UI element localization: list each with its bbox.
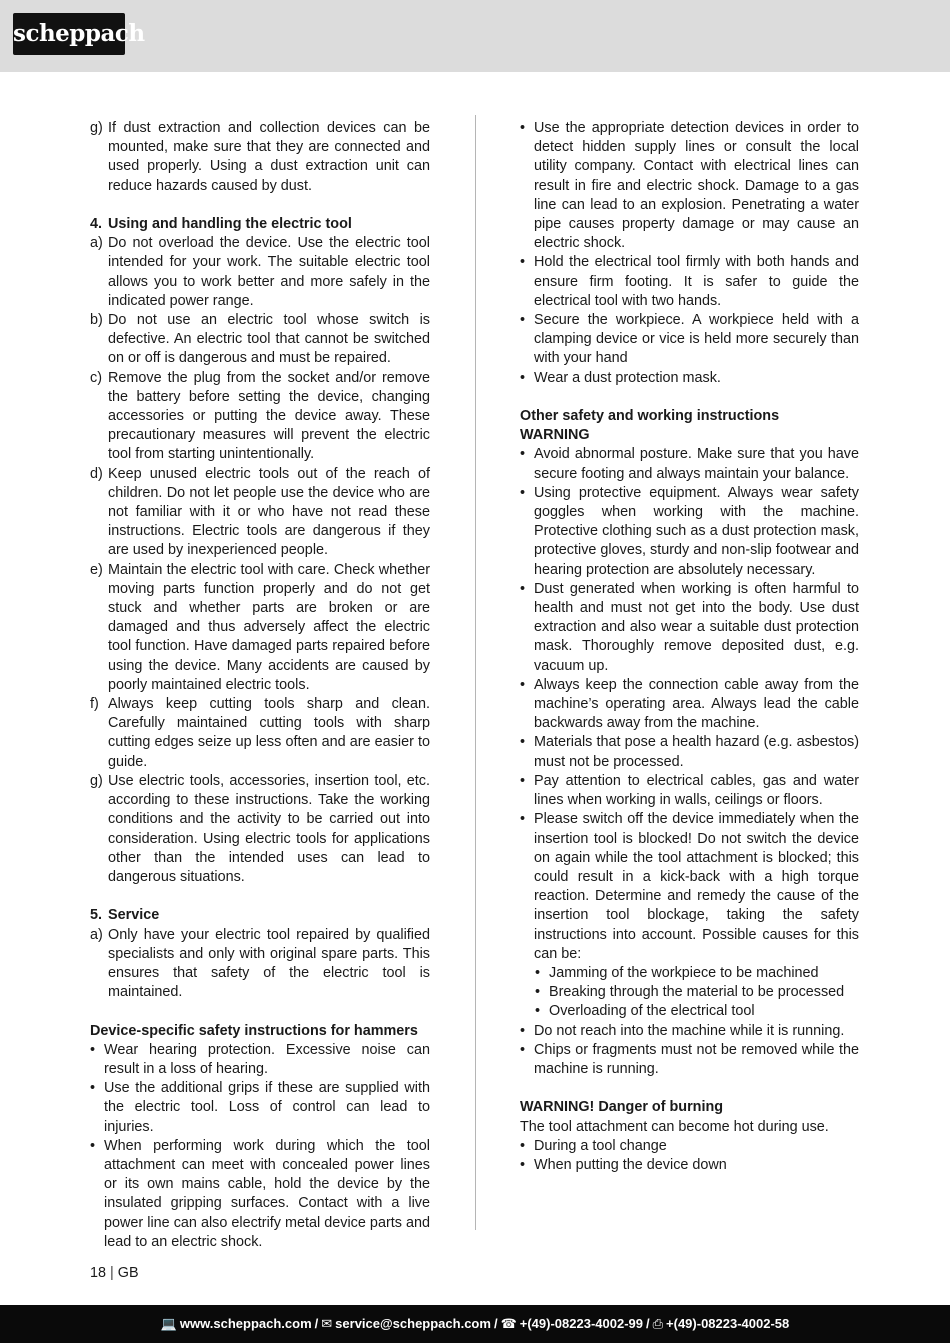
list-item — [90, 695, 430, 772]
list-item — [90, 465, 430, 561]
bullet-icon: • — [90, 1137, 96, 1154]
footer-separator: / — [493, 1316, 498, 1331]
bullet-icon: • — [520, 369, 526, 386]
footer-email-link[interactable]: service@scheppach.com — [335, 1316, 491, 1331]
item-marker: e) — [90, 561, 103, 578]
bullet-text: Pay attention to electrical cables, gas and water lines when working in walls, ceilings or floors. — [534, 772, 859, 809]
right-column — [520, 119, 859, 1175]
section-title: Using and handling the electric tool — [108, 216, 352, 232]
hammer-safety-heading: Device-specific safety instructions for hammers — [90, 1022, 418, 1039]
item-marker: g) — [90, 772, 103, 789]
bullet-icon: • — [520, 312, 526, 329]
envelope-icon: ✉ — [321, 1316, 333, 1331]
sub-bullet-item — [520, 964, 859, 983]
section-heading-5 — [90, 906, 430, 925]
item-text: Maintain the electric tool with care. Check whether moving parts function properly and do not get stuck and whether parts are broken or are damaged and thus adversely affect the electric tool function. Have damaged parts repaired before using the device. Many accidents are caused by poorly maintained electric tools. — [108, 561, 430, 693]
bullet-icon: • — [90, 1041, 96, 1058]
bullet-text: Hold the electrical tool firmly with both hands and ensure firm footing. It is safer to guide the electrical tool with two hands. — [534, 254, 859, 309]
bullet-text: Secure the workpiece. A workpiece held with a clamping device or vice is held more securely than with your hand — [534, 312, 859, 367]
burning-warning-text: The tool attachment can become hot during use. — [520, 1118, 829, 1135]
bullet-icon: • — [535, 1003, 541, 1020]
bullet-icon: • — [520, 1041, 526, 1058]
bullet-text: Breaking through the material to be processed — [549, 984, 845, 1001]
item-text: Do not overload the device. Use the electric tool intended for your work. The suitable electric tool allows you to work better and more safely in the indicated power range. — [108, 235, 430, 309]
other-safety-heading: Other safety and working instructions — [520, 408, 780, 425]
warning-label: WARNING — [520, 427, 590, 444]
bullet-icon: • — [520, 676, 526, 693]
item-marker: f) — [90, 696, 99, 713]
bullet-text: Materials that pose a health hazard (e.g. asbestos) must not be processed. — [534, 734, 859, 770]
bullet-text: Using protective equipment. Always wear safety goggles when working with the machine. Protective clothing such as a dust protection mask, protective gloves, sturdy and non-slip footwear and hearing protection are absolutely necessary. — [534, 484, 859, 578]
brand-logo: scheppach — [13, 13, 125, 55]
item-text: Remove the plug from the socket and/or remove the battery before setting the device, changing accessories or putting the device away. These precautionary measures will prevent the electric tool from starting unintentionally. — [108, 369, 430, 463]
bullet-item — [520, 733, 859, 771]
item-marker: c) — [90, 369, 102, 386]
list-item — [90, 561, 430, 695]
item-text: Use electric tools, accessories, insertion tool, etc. according to these instructions. Take the working conditions and the activity to be carried out into consideration. Using electric tools for applications other than the intended uses can lead to dangerous situations. — [108, 772, 430, 885]
page-number-separator: | — [110, 1265, 114, 1281]
list-item — [90, 119, 430, 196]
bullet-text: Always keep the connection cable away from the machine’s operating area. Always lead the cable backwards away from the machine. — [534, 676, 859, 732]
bullet-text: Use the additional grips if these are supplied with the electric tool. Loss of control can lead to injuries. — [104, 1080, 430, 1135]
bullet-icon: • — [520, 120, 526, 136]
burning-warning-heading: WARNING! Danger of burning — [520, 1099, 724, 1116]
bullet-text: Jamming of the workpiece to be machined — [549, 964, 819, 981]
bullet-text: Please switch off the device immediately when the insertion tool is blocked! Do not switch the device on again while the tool attachment is blocked; this could result in a kick-back with a high torque reaction. Determine and remedy the cause of the insertion tool blockage, taking the safety instructions into account. Possible causes for this can be: — [534, 811, 859, 962]
bullet-item — [520, 369, 859, 388]
bullet-item — [520, 484, 859, 580]
bullet-text: Do not reach into the machine while it is running. — [534, 1022, 845, 1039]
column-divider — [475, 115, 476, 1230]
bullet-text: When putting the device down — [534, 1156, 727, 1173]
item-text: Always keep cutting tools sharp and clean. Carefully maintained cutting tools with sharp cutting edges seize up less often and are easier to guide. — [108, 696, 430, 770]
bullet-icon: • — [520, 772, 526, 789]
section-number: 5. — [90, 907, 103, 924]
bullet-text: Dust generated when working is often harmful to health and must not get into the body. Use dust extraction and also wear a suitable dust protection mask. Thoroughly remove deposited dust, e.g. vacuum up. — [534, 580, 859, 674]
sub-bullet-item — [520, 983, 859, 1002]
bullet-text: Avoid abnormal posture. Make sure that you have secure footing and always maintain your balance. — [534, 446, 859, 482]
bullet-icon: • — [520, 734, 526, 751]
telephone-icon: ☎ — [500, 1316, 517, 1331]
bullet-item — [520, 311, 859, 369]
bullet-icon: • — [520, 254, 526, 271]
bullet-text: Wear hearing protection. Excessive noise can result in a loss of hearing. — [104, 1041, 430, 1077]
item-text: Do not use an electric tool whose switch is defective. An electric tool that cannot be switched on or off is dangerous and must be repaired. — [108, 312, 430, 367]
bullet-item — [520, 810, 859, 964]
bullet-item — [520, 1156, 859, 1175]
footer-separator: / — [314, 1316, 319, 1331]
bullet-icon: • — [520, 446, 526, 463]
bullet-item — [90, 1079, 430, 1137]
bullet-text: Wear a dust protection mask. — [534, 369, 721, 386]
bullet-item — [90, 1137, 430, 1252]
section-number: 4. — [90, 216, 103, 232]
list-item — [90, 369, 430, 465]
bullet-icon: • — [520, 1022, 526, 1039]
bullet-item — [520, 445, 859, 483]
bullet-item — [90, 1041, 430, 1079]
page-number — [90, 1264, 139, 1283]
fax-icon: ⎙ — [652, 1316, 664, 1331]
sub-bullet-item — [520, 1002, 859, 1021]
list-item — [90, 926, 430, 1003]
footer-fax: +(49)-08223-4002-58 — [666, 1316, 790, 1331]
left-column — [90, 119, 430, 1252]
bullet-icon: • — [90, 1080, 96, 1097]
bullet-item — [520, 1137, 859, 1156]
bullet-text: Overloading of the electrical tool — [549, 1003, 755, 1020]
item-marker: g) — [90, 120, 103, 136]
bullet-icon: • — [520, 1137, 526, 1154]
item-marker: a) — [90, 235, 103, 252]
bullet-text: Chips or fragments must not be removed while the machine is running. — [534, 1041, 859, 1077]
bullet-item — [520, 253, 859, 311]
list-item — [90, 772, 430, 887]
item-marker: d) — [90, 465, 103, 482]
bullet-icon: • — [535, 964, 541, 981]
page-language: GB — [117, 1265, 139, 1281]
computer-icon: 💻 — [160, 1316, 177, 1331]
item-text: Keep unused electric tools out of the reach of children. Do not let people use the device who are not familiar with it or who have not read these instructions. Electric tools are dangerous if they are used by inexperienced people. — [108, 465, 430, 559]
bullet-item — [520, 580, 859, 676]
list-item — [90, 311, 430, 369]
footer-website-link[interactable]: www.scheppach.com — [179, 1316, 312, 1331]
bullet-item — [520, 676, 859, 734]
footer-separator: / — [646, 1316, 650, 1331]
item-text: Only have your electric tool repaired by qualified specialists and only with original spare parts. This ensures that safety of the electric tool is maintained. — [108, 926, 430, 1001]
item-marker: b) — [90, 312, 103, 329]
bullet-text: During a tool change — [534, 1137, 667, 1154]
item-marker: a) — [90, 926, 103, 943]
page-header — [0, 0, 950, 72]
bullet-item — [520, 1022, 859, 1041]
bullet-text: Use the appropriate detection devices in order to detect hidden supply lines or consult the local utility company. Contact with electrical lines can result in fire and electric shock. Damage to a gas line can lead to an explosion. Penetrating a water pipe causes property damage or may cause an electric shock. — [534, 120, 859, 252]
bullet-icon: • — [520, 811, 526, 828]
page-footer — [0, 1305, 950, 1343]
bullet-icon: • — [520, 580, 526, 597]
section-heading-4 — [90, 215, 430, 234]
item-text: If dust extraction and collection devices can be mounted, make sure that they are connected and used properly. Using a dust extraction unit can reduce hazards caused by dust. — [108, 120, 430, 194]
bullet-text: When performing work during which the tool attachment can meet with concealed power lines or its own mains cable, hold the device by the insulated gripping surfaces. Contact with a live power line can also electrify metal device parts and lead to an electric shock. — [104, 1137, 430, 1250]
footer-phone: +(49)-08223-4002-99 — [519, 1316, 643, 1331]
bullet-icon: • — [535, 984, 541, 1001]
bullet-icon: • — [520, 484, 526, 501]
bullet-item — [520, 772, 859, 810]
section-title: Service — [108, 907, 160, 924]
list-item — [90, 234, 430, 311]
bullet-icon: • — [520, 1156, 526, 1173]
bullet-item — [520, 119, 859, 253]
page-number-value: 18 — [90, 1265, 107, 1281]
bullet-item — [520, 1041, 859, 1079]
